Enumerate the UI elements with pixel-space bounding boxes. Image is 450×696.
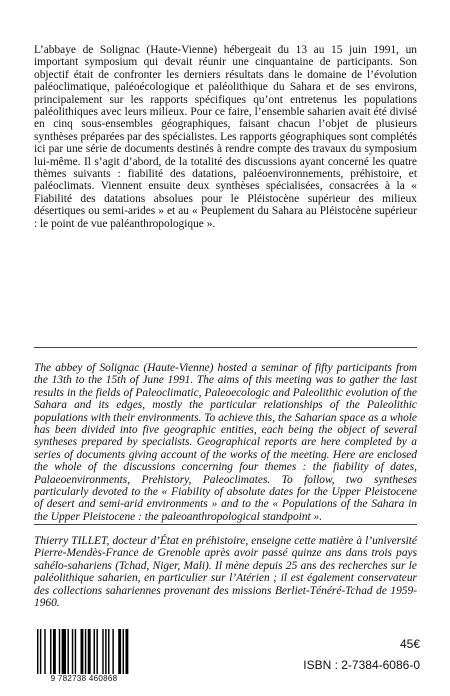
barcode-bar [72,629,73,675]
barcode-bar [37,629,38,675]
french-summary-paragraph: L’abbaye de Solignac (Haute-Vienne) hébergeait du 13 au 15 juin 1991, un important symposium qui devait réunir une cinquantaine de participants. Son objectif était de confronter les derniers résultats dans le domaine de l’évolution paléoclimatique, paléoécologique et paléolithique du Sahara et de ses environs, principalement sur les rapports spécifiques qu’ont entretenus les populations paléolithiques avec leurs milieux. Pour ce faire, l’ensemble saharien avait été divisé en cinq sous-ensembles géographiques, faisant chacun l’objet de plusieurs synthèses préparées par des spécialistes. Les rapports géographiques sont complétés ici par une série de documents destinés à rendre compte des travaux du symposium lui-même. Il s’agit d’abord, de la totalité des discussions ayant concerné les quatre thèmes suivants : fiabilité des datations, paléoenvironnements, préhistoire, et paléoclimats. Viennent ensuite deux synthèses spécialisées, consacrées à la « Fiabilité des datations absolues pour le Pléistocène supérieur des milieux désertiques ou semi-arides » et au « Peuplement du Sahara au Pléistocène supérieur : le point de vue paléanthropologique ». [34,44,417,230]
barcode-bar [94,629,95,675]
author-bio-paragraph: Thierry TILLET, docteur d’État en préhistoire, enseigne cette matière à l’université Pierre-Mendès-France de Grenoble après avoir passé quinze ans dans trois pays sahélo-sahariens (Tchad, Niger, Mali). Il mène depuis 25 ans des recherches sur le paléolithique saharien, en particulier sur l’Atérien ; il est également conservateur des collections sahariennes provenant des missions Berliet-Ténéré-Tchad de 1959-1960. [34,535,417,610]
price-label: 45€ [399,637,420,651]
barcode-bar [125,629,128,675]
section-divider [34,524,417,525]
barcode-bar [75,629,76,675]
barcode-number: 9 782738 460868 [33,674,135,683]
barcode-bars [33,629,135,675]
barcode-bar [112,629,113,675]
barcode-bar [59,629,60,675]
barcode-bar [67,629,68,675]
barcode-bar [123,629,124,675]
section-divider [34,347,417,348]
isbn-barcode [33,629,135,683]
barcode-bar [85,629,86,675]
barcode-bar [81,629,84,675]
barcode-bar [88,629,91,675]
isbn-label: ISBN : 2-7384-6086-0 [303,658,420,672]
barcode-bar [53,629,56,675]
barcode-bar [105,629,106,675]
barcode-bar [108,629,109,675]
barcode-bar [50,629,51,675]
barcode-bar [118,629,121,675]
barcode-bar [62,629,66,675]
barcode-bar [96,629,97,675]
english-summary-paragraph: The abbey of Solignac (Haute-Vienne) hosted a seminar of fifty participants from the 13th to the 15th of June 1991. The aims of this meeting was to gather the last results in the fields of Paleoclimatic, Paleoecologic and Paleolithic evolution of the Sahara and its edges, mostly the particular relationships of the Paleolithic populations with their environments. To achieve this, the Saharian space as a whole has been divided into five geographic entities, each being the object of several syntheses prepared by specialists. Geographical reports are here completed by a series of documents giving account of the works of the meeting. Here are enclosed the whole of the discussions concerning four themes : the fiability of dates, Palaeoenvironments, Prehistory, Paleoclimates. To follow, two syntheses particularly devoted to the « Fiability of absolute dates for the Upper Pleistocene of desert and semi-arid environments » and to the « Populations of the Sahara in the Upper Pleistocene : the paleoanthropological standpoint ». [34,362,417,523]
barcode-bar [102,629,103,675]
barcode-bar [44,629,45,675]
barcode-bar [40,629,41,675]
